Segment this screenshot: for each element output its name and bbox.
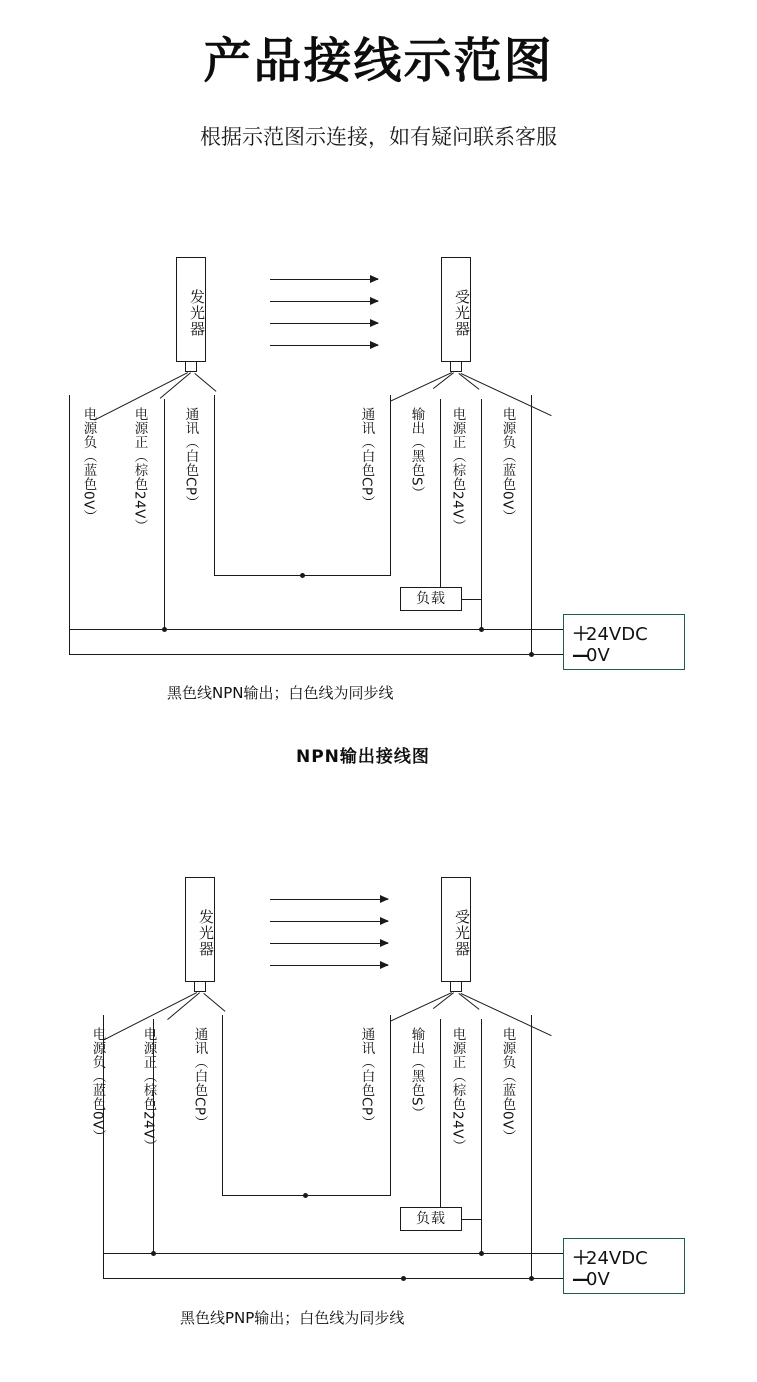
beam-arrow-4 [270, 965, 388, 966]
rail-0v [69, 654, 563, 655]
emitter-box: 发光器 [176, 257, 206, 362]
rail-24vdc [69, 629, 563, 630]
supply-minus-sign: — [572, 645, 590, 666]
wire-emitter-comm [222, 1015, 223, 1195]
page-title: 产品接线示范图 [203, 33, 554, 89]
rail-link-emitter-neg [69, 629, 70, 654]
label-emitter-comm: 通讯（白色CP） [182, 407, 199, 510]
wire-emitter-comm [214, 395, 215, 575]
junction-receiver-pos [479, 1251, 484, 1256]
rail-link-receiver-neg [531, 629, 532, 654]
note-pnp: 黑色线PNP输出；白色线为同步线 [180, 1309, 405, 1327]
label-receiver-output: 输出（黑色S） [408, 407, 425, 501]
emitter-connector [185, 362, 197, 372]
wiring-diagram-npn [0, 217, 757, 767]
label-receiver-comm: 通讯（白色CP） [358, 407, 375, 510]
wire-receiver-power-neg [531, 395, 532, 649]
wire-emitter-power-pos [164, 399, 165, 629]
supply-minus-label: 0V [586, 645, 610, 666]
label-receiver-power-pos: 电源正（棕色24V） [449, 1027, 466, 1153]
load-box: 负载 [400, 1207, 462, 1231]
wire-receiver-power-neg [531, 1015, 532, 1273]
label-emitter-power-pos: 电源正（棕色24V） [131, 407, 148, 533]
label-receiver-power-pos: 电源正（棕色24V） [449, 407, 466, 533]
emitter-box: 发光器 [185, 877, 215, 982]
beam-arrow-3 [270, 323, 378, 324]
supply-minus-sign: — [572, 1269, 590, 1290]
emitter-fanout-right [194, 373, 216, 392]
supply-plus-sign: ＋ [572, 624, 590, 645]
receiver-connector [450, 362, 462, 372]
caption-npn: NPN输出接线图 [296, 747, 430, 767]
beam-arrow-2 [270, 921, 388, 922]
emitter-fanout-mid [167, 992, 200, 1020]
receiver-fanout-left-outer [390, 372, 452, 402]
beam-arrow-1 [270, 899, 388, 900]
wire-receiver-comm [390, 1015, 391, 1195]
wire-receiver-output [440, 1019, 441, 1207]
junction-receiver-neg [529, 1276, 534, 1281]
emitter-fanout-right [203, 993, 225, 1012]
label-emitter-power-pos: 电源正（棕色24V） [140, 1027, 157, 1153]
junction-emitter-pos [162, 627, 167, 632]
receiver-box: 受光器 [441, 877, 471, 982]
beam-arrow-4 [270, 345, 378, 346]
label-receiver-power-neg: 电源负（蓝色0V） [499, 1027, 516, 1144]
junction-receiver-neg [529, 652, 534, 657]
wire-receiver-output [440, 399, 441, 587]
page-subtitle: 根据示范图示连接，如有疑问联系客服 [200, 125, 557, 149]
label-receiver-power-neg: 电源负（蓝色0V） [499, 407, 516, 524]
load-to-power-pos [462, 1219, 481, 1220]
load-to-power-pos [462, 599, 481, 600]
label-receiver-output: 输出（黑色S） [408, 1027, 425, 1121]
rail-0v [103, 1278, 563, 1279]
junction-emitter-pos [151, 1251, 156, 1256]
comm-bridge-junction [303, 1193, 308, 1198]
wire-receiver-power-pos [481, 399, 482, 629]
junction-load-neg [401, 1276, 406, 1281]
emitter-fanout-mid [160, 372, 191, 398]
rail-24vdc [103, 1253, 563, 1254]
supply-plus-sign: ＋ [572, 1248, 590, 1269]
label-emitter-power-neg: 电源负（蓝色0V） [80, 407, 97, 524]
note-npn: 黑色线NPN输出；白色线为同步线 [167, 684, 394, 702]
rail-link-receiver-neg [531, 1253, 532, 1278]
wire-receiver-comm [390, 395, 391, 575]
receiver-box: 受光器 [441, 257, 471, 362]
label-receiver-comm: 通讯（白色CP） [358, 1027, 375, 1130]
junction-receiver-pos [479, 627, 484, 632]
supply-plus-label: 24VDC [586, 1248, 648, 1269]
wire-receiver-power-pos [481, 1019, 482, 1253]
supply-minus-label: 0V [586, 1269, 610, 1290]
beam-arrow-2 [270, 301, 378, 302]
supply-plus-label: 24VDC [586, 624, 648, 645]
label-emitter-comm: 通讯（白色CP） [191, 1027, 208, 1130]
load-box: 负载 [400, 587, 462, 611]
emitter-connector [194, 982, 206, 992]
beam-arrow-3 [270, 943, 388, 944]
receiver-fanout-left-outer [390, 992, 452, 1022]
power-supply-box [563, 614, 685, 670]
wiring-diagram-pnp [0, 837, 757, 1327]
beam-arrow-1 [270, 279, 378, 280]
comm-bridge-junction [300, 573, 305, 578]
rail-link-emitter-neg [103, 1253, 104, 1278]
wire-emitter-power-neg [69, 395, 70, 629]
power-supply-box [563, 1238, 685, 1294]
label-emitter-power-neg: 电源负（蓝色0V） [89, 1027, 106, 1144]
receiver-connector [450, 982, 462, 992]
